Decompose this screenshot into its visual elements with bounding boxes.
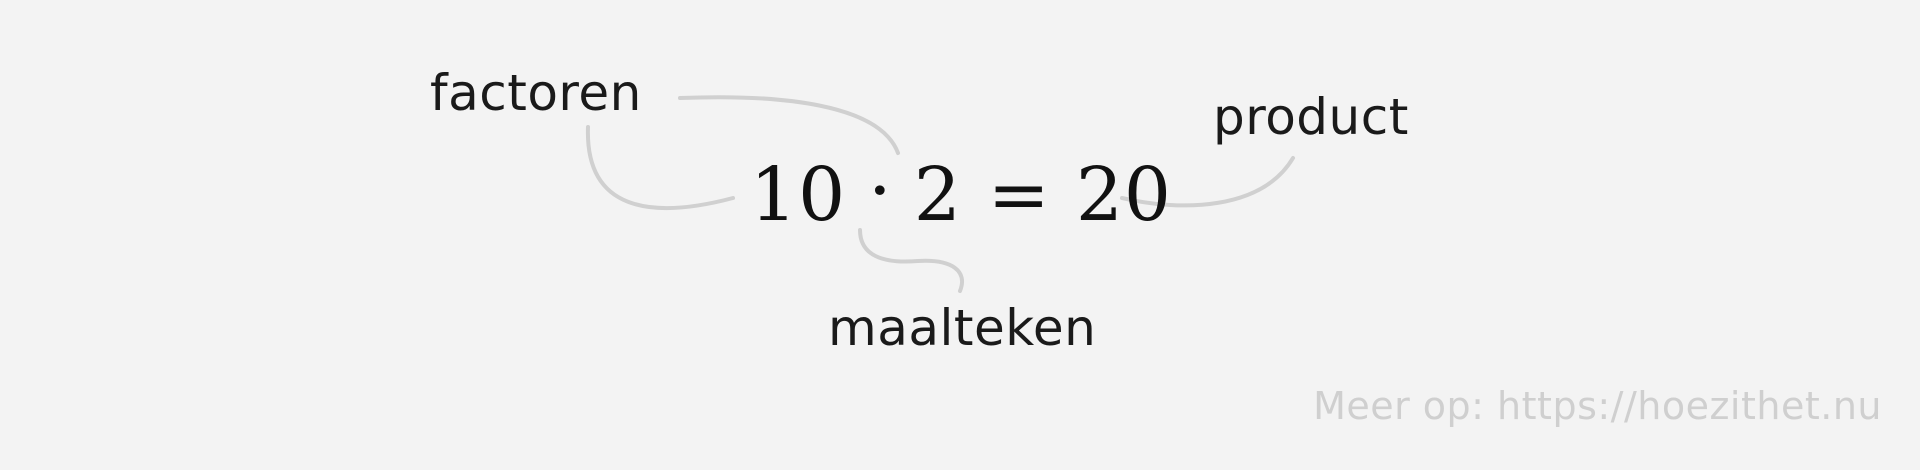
equation-result: 20: [1075, 152, 1172, 238]
multiplication-sign-label: maalteken: [828, 299, 1097, 357]
factors-label: factoren: [430, 64, 642, 122]
equation: [750, 150, 1172, 240]
product-label: product: [1213, 88, 1409, 146]
footer-website-link[interactable]: Meer op: https://hoezithet.nu: [1313, 384, 1882, 428]
equation-equals-sign: =: [987, 152, 1050, 238]
equation-factor-1: 10: [750, 152, 847, 238]
connector-factoren-to-10: [588, 127, 733, 208]
equation-factor-2: 2: [913, 152, 962, 238]
equation-multiplication-dot: ·: [868, 148, 892, 234]
connector-factoren-to-2: [680, 97, 898, 153]
